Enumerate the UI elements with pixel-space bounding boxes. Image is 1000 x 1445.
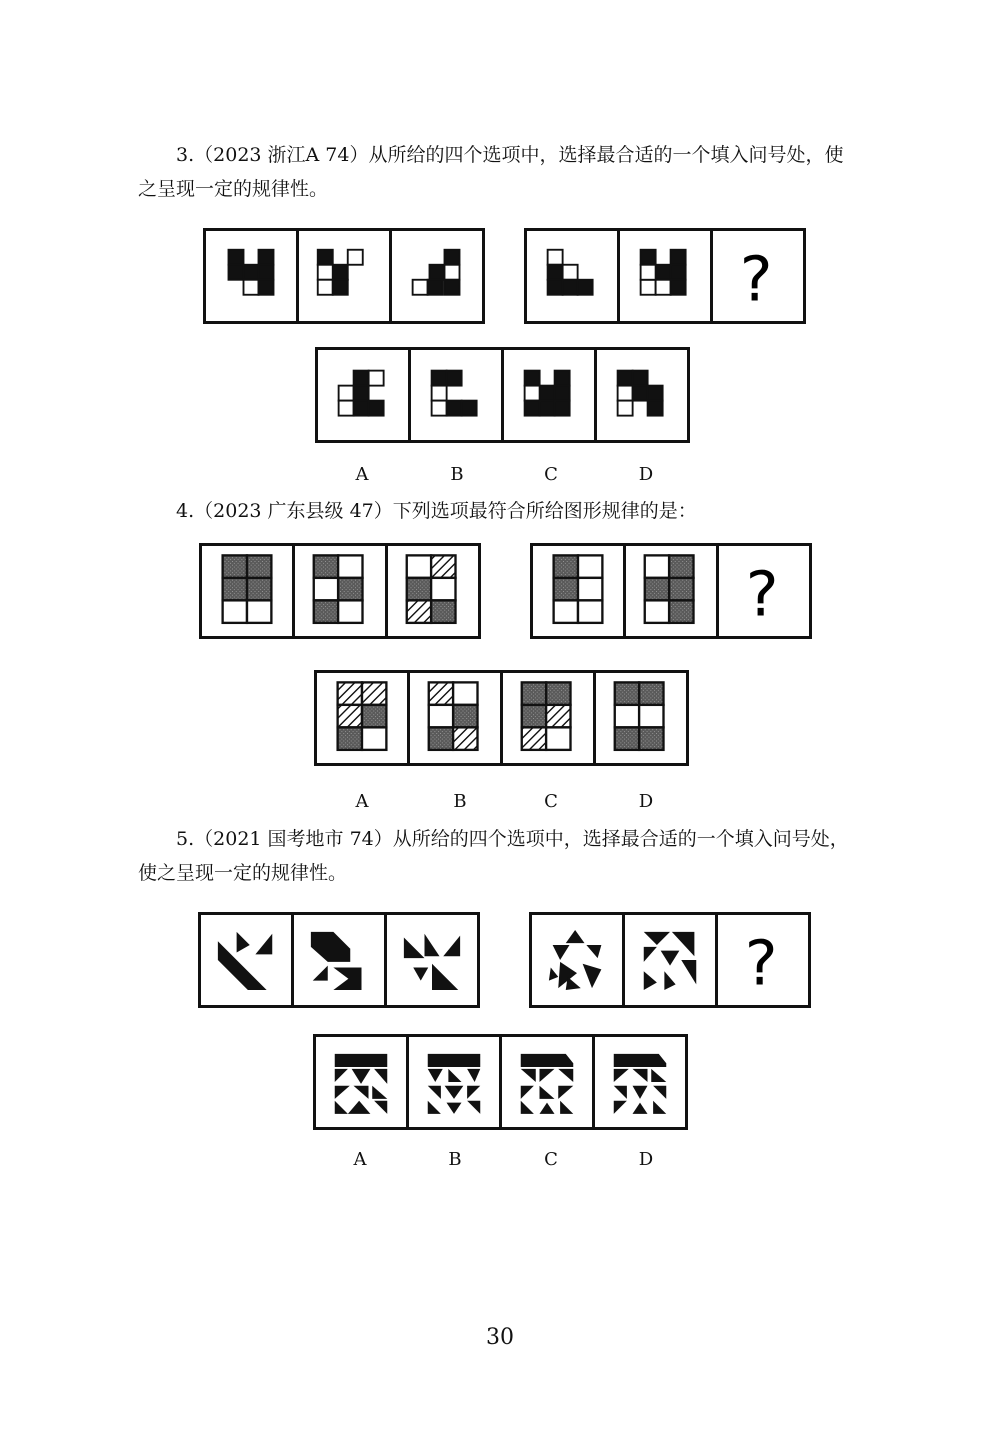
q5-source: （2021 国考地市 74）	[194, 828, 393, 850]
q3-stem-line1: 从所给的四个选项中，选择最合适的一个填入问号处，使	[368, 144, 844, 166]
q3-option-b-figure[interactable]	[411, 347, 504, 443]
q3-option-label-c: C	[544, 464, 558, 485]
q4-option-label-b: B	[453, 791, 467, 812]
q4-number: 4.	[176, 500, 195, 522]
q4-figure-3	[388, 543, 481, 639]
q3-figure-2	[299, 228, 392, 324]
q4-figure-1	[199, 543, 295, 639]
q5-options-row	[313, 1034, 688, 1130]
q3-options-row	[315, 347, 690, 443]
q5-figure-5	[625, 912, 718, 1008]
q5-option-label-b: B	[448, 1149, 462, 1170]
q3-figure-1	[203, 228, 299, 324]
q3-option-label-d: D	[638, 464, 654, 485]
q3-stem-line2: 之呈现一定的规律性。	[138, 178, 329, 200]
q5-option-label-a: A	[353, 1149, 367, 1170]
q5-figure-3	[387, 912, 480, 1008]
q4-stem	[138, 494, 898, 528]
q5-option-label-c: C	[544, 1149, 558, 1170]
q3-option-c-figure[interactable]	[504, 347, 597, 443]
q4-sequence-group-2	[530, 543, 812, 639]
page-number: 30	[486, 1325, 514, 1350]
q4-sequence-group-1	[199, 543, 481, 639]
q3-figure-4	[524, 228, 620, 324]
q4-option-c-figure[interactable]	[503, 670, 596, 766]
q4-question-mark: ?	[745, 558, 779, 631]
q5-sequence-group-2	[529, 912, 811, 1008]
q4-stem-line1: 下列选项最符合所给图形规律的是：	[392, 500, 697, 522]
q3-option-label-a: A	[355, 464, 369, 485]
q4-option-a-figure[interactable]	[314, 670, 410, 766]
q3-option-label-b: B	[450, 464, 464, 485]
q5-option-c-figure[interactable]	[502, 1034, 595, 1130]
q4-source: （2023 广东县级 47）	[194, 500, 393, 522]
q5-number: 5.	[176, 828, 195, 850]
q4-figure-5	[626, 543, 719, 639]
q5-option-label-d: D	[638, 1149, 654, 1170]
q3-option-a-figure[interactable]	[315, 347, 411, 443]
q3-question-mark-panel	[713, 228, 806, 324]
q4-figure-2	[295, 543, 388, 639]
q5-stem	[138, 822, 898, 890]
q3-option-d-figure[interactable]	[597, 347, 690, 443]
q3-number: 3.	[176, 144, 195, 166]
q4-question-mark-panel	[719, 543, 812, 639]
q4-options-row	[314, 670, 689, 766]
q4-option-b-figure[interactable]	[410, 670, 503, 766]
q3-stem	[138, 138, 898, 206]
q5-figure-4	[529, 912, 625, 1008]
q5-stem-line1: 从所给的四个选项中，选择最合适的一个填入问号处，	[392, 828, 849, 850]
q5-figure-2	[294, 912, 387, 1008]
q3-question-mark: ?	[739, 243, 773, 316]
q3-sequence-group-1	[203, 228, 485, 324]
q3-figure-5	[620, 228, 713, 324]
q3-source: （2023 浙江A 74）	[194, 144, 369, 166]
q5-stem-line2: 使之呈现一定的规律性。	[138, 862, 348, 884]
q5-question-mark: ?	[744, 927, 778, 1000]
q5-sequence-group-1	[198, 912, 480, 1008]
q5-question-mark-panel	[718, 912, 811, 1008]
q5-option-a-figure[interactable]	[313, 1034, 409, 1130]
q5-option-b-figure[interactable]	[409, 1034, 502, 1130]
q4-option-label-d: D	[638, 791, 654, 812]
q5-figure-1	[198, 912, 294, 1008]
q4-figure-4	[530, 543, 626, 639]
q4-option-label-a: A	[355, 791, 369, 812]
q3-figure-3	[392, 228, 485, 324]
q4-option-d-figure[interactable]	[596, 670, 689, 766]
q4-option-label-c: C	[544, 791, 558, 812]
q3-sequence-group-2	[524, 228, 806, 324]
q5-option-d-figure[interactable]	[595, 1034, 688, 1130]
